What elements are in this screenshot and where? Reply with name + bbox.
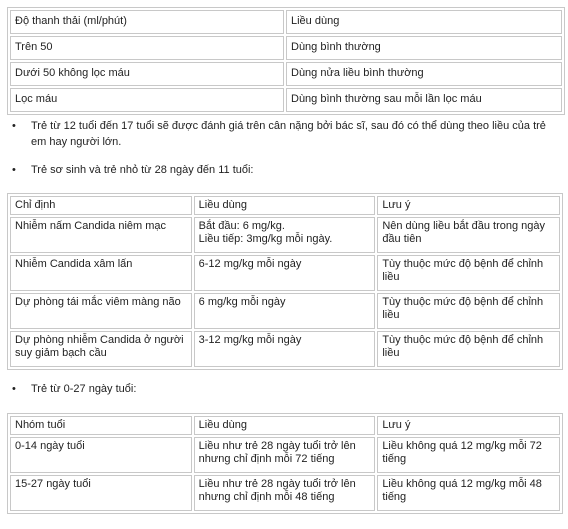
table-cell: Liều như trẻ 28 ngày tuổi trở lên nhưng chỉ định mỗi 72 tiếng — [194, 437, 376, 473]
table-cell: Dự phòng tái mắc viêm màng não — [10, 293, 192, 329]
table-row — [10, 331, 560, 367]
pediatric-dosage-table — [7, 193, 563, 370]
table-cell: Dự phòng nhiễm Candida ở người suy giảm bạch cầu — [10, 331, 192, 367]
table-cell: Dùng bình thường — [286, 36, 562, 60]
header-cell: Liều dùng — [194, 416, 376, 435]
list-item — [12, 381, 560, 397]
table-row — [10, 217, 560, 253]
list-item-text: Trẻ từ 0-27 ngày tuổi: — [31, 383, 137, 395]
table-row — [10, 293, 560, 329]
renal-dosage-table — [7, 7, 565, 115]
table-cell: 0-14 ngày tuổi — [10, 437, 192, 473]
bullet-icon: • — [12, 383, 16, 395]
table-row — [10, 475, 560, 511]
table-cell: Tùy thuộc mức độ bệnh để chỉnh liều — [377, 331, 560, 367]
header-cell: Liều dùng — [194, 196, 376, 215]
header-cell: Độ thanh thải (ml/phút) — [10, 10, 284, 34]
table-cell: Trên 50 — [10, 36, 284, 60]
list-item — [12, 162, 560, 178]
header-cell: Chỉ định — [10, 196, 192, 215]
header-cell: Nhóm tuổi — [10, 416, 192, 435]
table-row — [10, 88, 562, 112]
table-cell: 15-27 ngày tuổi — [10, 475, 192, 511]
table-cell: Dùng bình thường sau mỗi lần lọc máu — [286, 88, 562, 112]
header-cell: Lưu ý — [377, 416, 560, 435]
table-header-row — [10, 416, 560, 435]
table-cell: 6-12 mg/kg mỗi ngày — [194, 255, 376, 291]
list-item-text: Trẻ sơ sinh và trẻ nhỏ từ 28 ngày đến 11 tuổi: — [31, 164, 254, 176]
table-cell: Dưới 50 không lọc máu — [10, 62, 284, 86]
list-item-text: Trẻ từ 12 tuổi đến 17 tuổi sẽ được đánh giá trên cân nặng bởi bác sĩ, sau đó có thể dùng theo liều của trẻ em hay người lớn. — [31, 120, 546, 148]
table-row — [10, 437, 560, 473]
table-cell: Nên dùng liều bắt đầu trong ngày đầu tiên — [377, 217, 560, 253]
table-row — [10, 62, 562, 86]
table-row — [10, 36, 562, 60]
header-cell: Lưu ý — [377, 196, 560, 215]
table-cell: 3-12 mg/kg mỗi ngày — [194, 331, 376, 367]
header-cell: Liều dùng — [286, 10, 562, 34]
table-cell: Tùy thuộc mức độ bệnh để chỉnh liều — [377, 293, 560, 329]
table-cell: Liều không quá 12 mg/kg mỗi 72 tiếng — [377, 437, 560, 473]
table-cell: Liều không quá 12 mg/kg mỗi 48 tiếng — [377, 475, 560, 511]
table-cell: Tùy thuộc mức độ bệnh để chỉnh liều — [377, 255, 560, 291]
bullet-icon: • — [12, 120, 16, 132]
table-cell: Dùng nửa liều bình thường — [286, 62, 562, 86]
list-item — [12, 118, 560, 150]
neonatal-dosage-table — [7, 413, 563, 514]
table-header-row — [10, 10, 562, 34]
table-header-row — [10, 196, 560, 215]
table-cell: Lọc máu — [10, 88, 284, 112]
table-cell: Nhiễm nấm Candida niêm mạc — [10, 217, 192, 253]
table-cell: 6 mg/kg mỗi ngày — [194, 293, 376, 329]
bullet-icon: • — [12, 164, 16, 176]
table-cell: Bắt đầu: 6 mg/kg. Liều tiếp: 3mg/kg mỗi ngày. — [194, 217, 376, 253]
table-cell: Nhiễm Candida xâm lấn — [10, 255, 192, 291]
table-row — [10, 255, 560, 291]
table-cell: Liều như trẻ 28 ngày tuổi trở lên nhưng chỉ định mỗi 48 tiếng — [194, 475, 376, 511]
